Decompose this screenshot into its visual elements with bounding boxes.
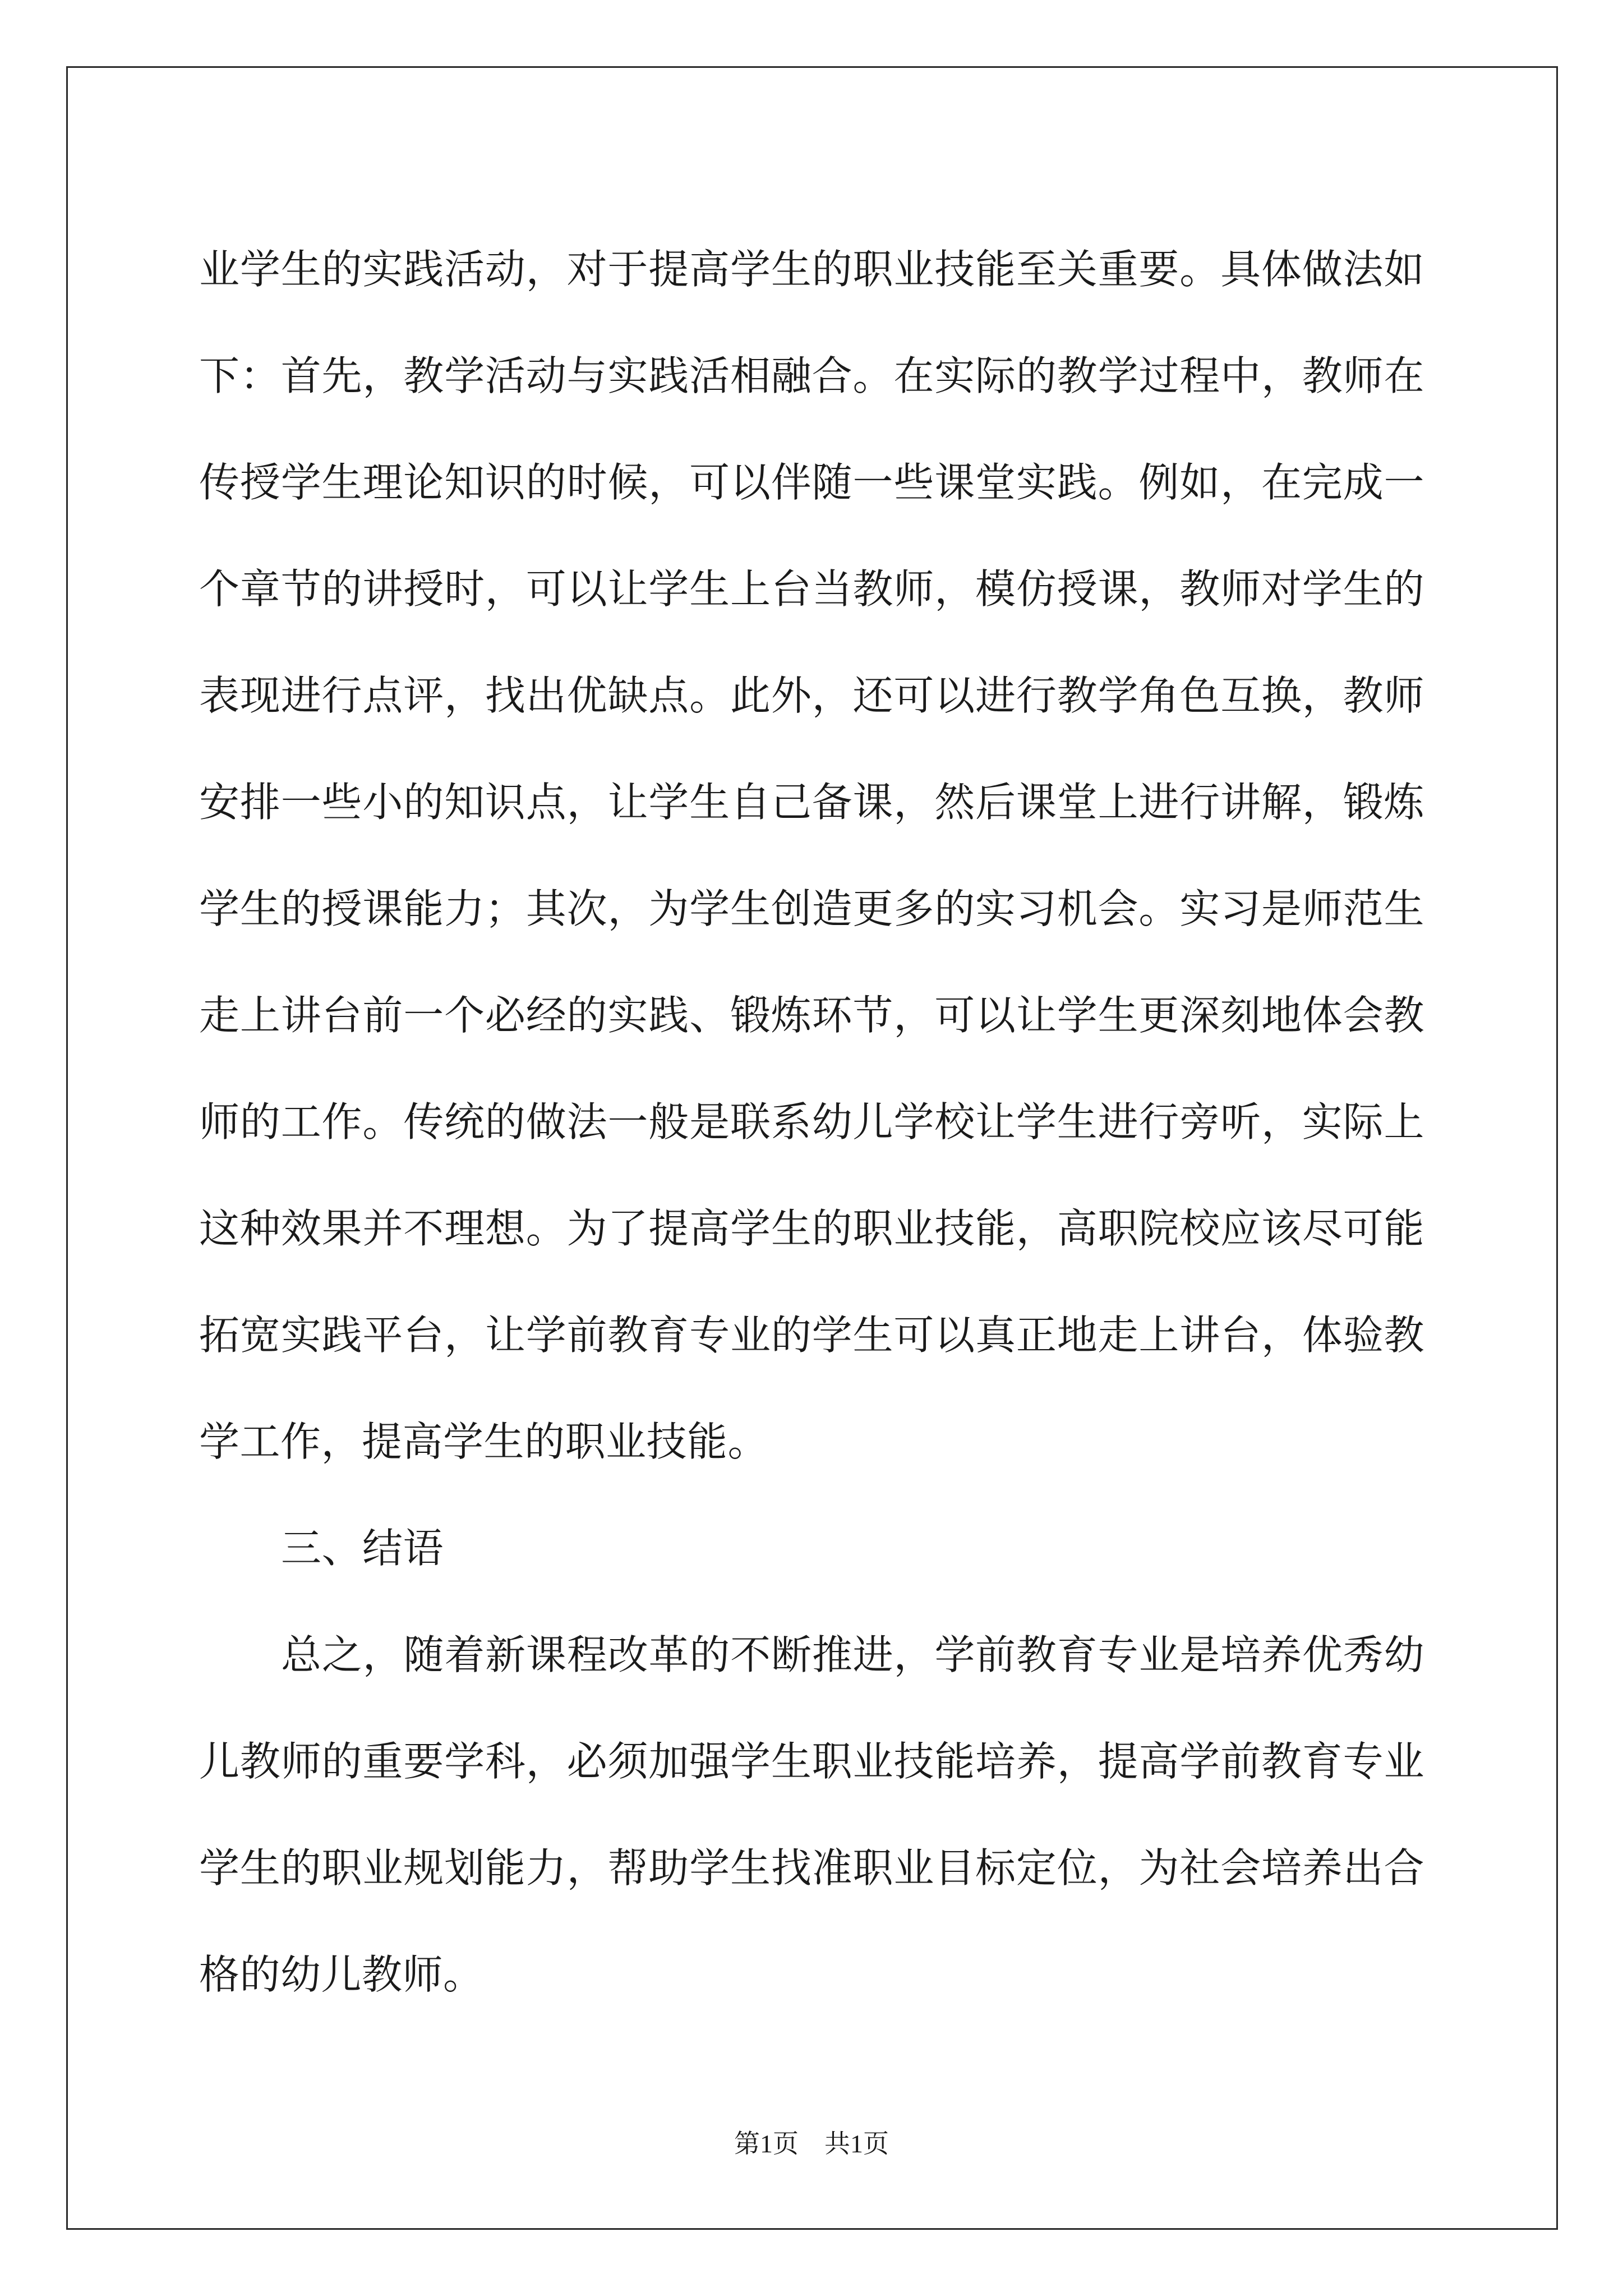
- body-line: 拓宽实践平台，让学前教育专业的学生可以真正地走上讲台，体验教: [199, 1312, 1424, 1359]
- body-line: 儿教师的重要学科，必须加强学生职业技能培养，提高学前教育专业: [199, 1738, 1424, 1785]
- page-number-footer: 第1页 共1页: [734, 2129, 889, 2158]
- body-line: 安排一些小的知识点，让学生自己备课，然后课堂上进行讲解，锻炼: [199, 779, 1424, 826]
- section-heading: 三、结语: [281, 1525, 444, 1572]
- body-line: 学生的职业规划能力，帮助学生找准职业目标定位，为社会培养出合: [199, 1844, 1424, 1892]
- body-line: 下：首先，教学活动与实践活相融合。在实际的教学过程中，教师在: [199, 352, 1424, 399]
- body-line: 学工作，提高学生的职业技能。: [199, 1418, 769, 1465]
- document-body: [199, 216, 1424, 2028]
- body-line: 走上讲台前一个必经的实践、锻炼环节，可以让学生更深刻地体会教: [199, 992, 1424, 1039]
- body-line: 学生的授课能力；其次，为学生创造更多的实习机会。实习是师范生: [199, 885, 1424, 932]
- body-line: 这种效果并不理想。为了提高学生的职业技能，高职院校应该尽可能: [199, 1205, 1424, 1252]
- body-line: 表现进行点评，找出优缺点。此外，还可以进行教学角色互换，教师: [199, 672, 1424, 719]
- body-line: 传授学生理论知识的时候，可以伴随一些课堂实践。例如，在完成一: [199, 459, 1424, 506]
- body-line: 师的工作。传统的做法一般是联系幼儿学校让学生进行旁听，实际上: [199, 1098, 1424, 1145]
- body-line: 个章节的讲授时，可以让学生上台当教师，模仿授课，教师对学生的: [199, 565, 1424, 613]
- body-line: 格的幼儿教师。: [199, 1951, 484, 1998]
- body-line: 总之，随着新课程改革的不断推进，学前教育专业是培养优秀幼: [281, 1631, 1424, 1678]
- body-line: 业学生的实践活动，对于提高学生的职业技能至关重要。具体做法如: [199, 246, 1424, 293]
